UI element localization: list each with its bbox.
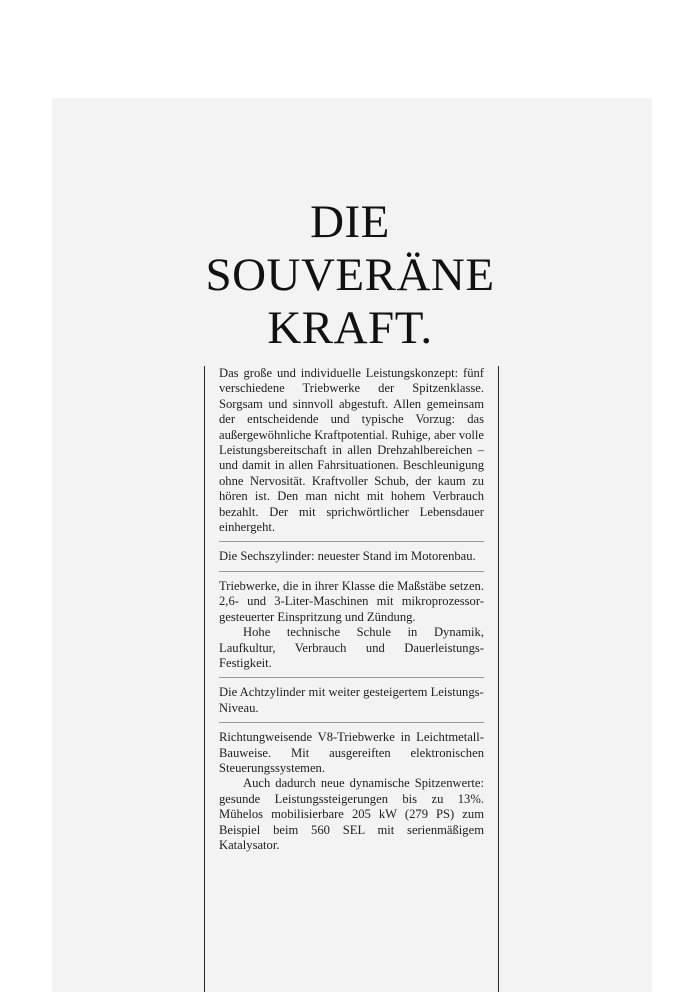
eight-cylinder-heading-section — [219, 685, 484, 716]
headline-line-2: SOUVERÄNE — [205, 249, 495, 301]
six-cylinder-heading: Die Sechszylinder: neuester Stand im Motorenbau. — [219, 549, 476, 564]
intro-section — [219, 366, 484, 535]
text-column — [219, 366, 484, 853]
eight-cylinder-heading: Die Achtzylinder mit weiter gesteigertem Leistungs-Niveau. — [219, 685, 484, 715]
column-rule-right — [498, 366, 499, 992]
column-rule-left — [204, 366, 205, 992]
eight-cylinder-section — [219, 730, 484, 853]
headline-line-3: KRAFT. — [267, 302, 433, 354]
six-cylinder-paragraph-1: Triebwerke, die in ihrer Klasse die Maßstäbe setzen. 2,6- und 3-Liter-Maschinen mit mikroprozessor-gesteuerter Einspritzung und Zündung. — [219, 578, 484, 624]
section-divider — [219, 677, 484, 678]
section-divider — [219, 722, 484, 723]
six-cylinder-heading-section — [219, 549, 484, 564]
eight-cylinder-paragraph-1: Richtungweisende V8-Triebwerke in Leichtmetall-Bauweise. Mit ausgereiften elektronischen Steuerungssystemen. — [219, 730, 484, 775]
section-divider — [219, 541, 484, 542]
headline — [160, 196, 540, 355]
headline-line-1: DIE — [310, 196, 390, 248]
intro-paragraph: Das große und individuelle Leistungskonzept: fünf verschiedene Triebwerke der Spitzenklasse. Sorgsam und sinnvoll abgestuft. Allen gemeinsam der entscheidende und typische Vorzug: das außergewöhnliche Kraftpotential. Ruhige, aber volle Leistungsbereitschaft in allen Drehzahlbereichen – und damit in allen Fahrsituationen. Beschleunigung ohne Nervosität. Kraftvoller Schub, der kaum zu hören ist. Den man nicht mit hohem Verbrauch bezahlt. Der mit sprichwörtlicher Lebensdauer einhergeht. — [219, 366, 484, 535]
six-cylinder-paragraph-2: Hohe technische Schule in Dynamik, Laufkultur, Verbrauch und Dauerleistungs-Festigkeit. — [219, 625, 484, 670]
eight-cylinder-paragraph-2: Auch dadurch neue dynamische Spitzenwerte: gesunde Leistungssteigerungen bis zu 13%. Mühelos mobilisierbare 205 kW (279 PS) zum Beispiel beim 560 SEL mit serienmäßigem Katalysator. — [219, 776, 484, 852]
section-divider — [219, 571, 484, 572]
six-cylinder-section — [219, 579, 484, 671]
